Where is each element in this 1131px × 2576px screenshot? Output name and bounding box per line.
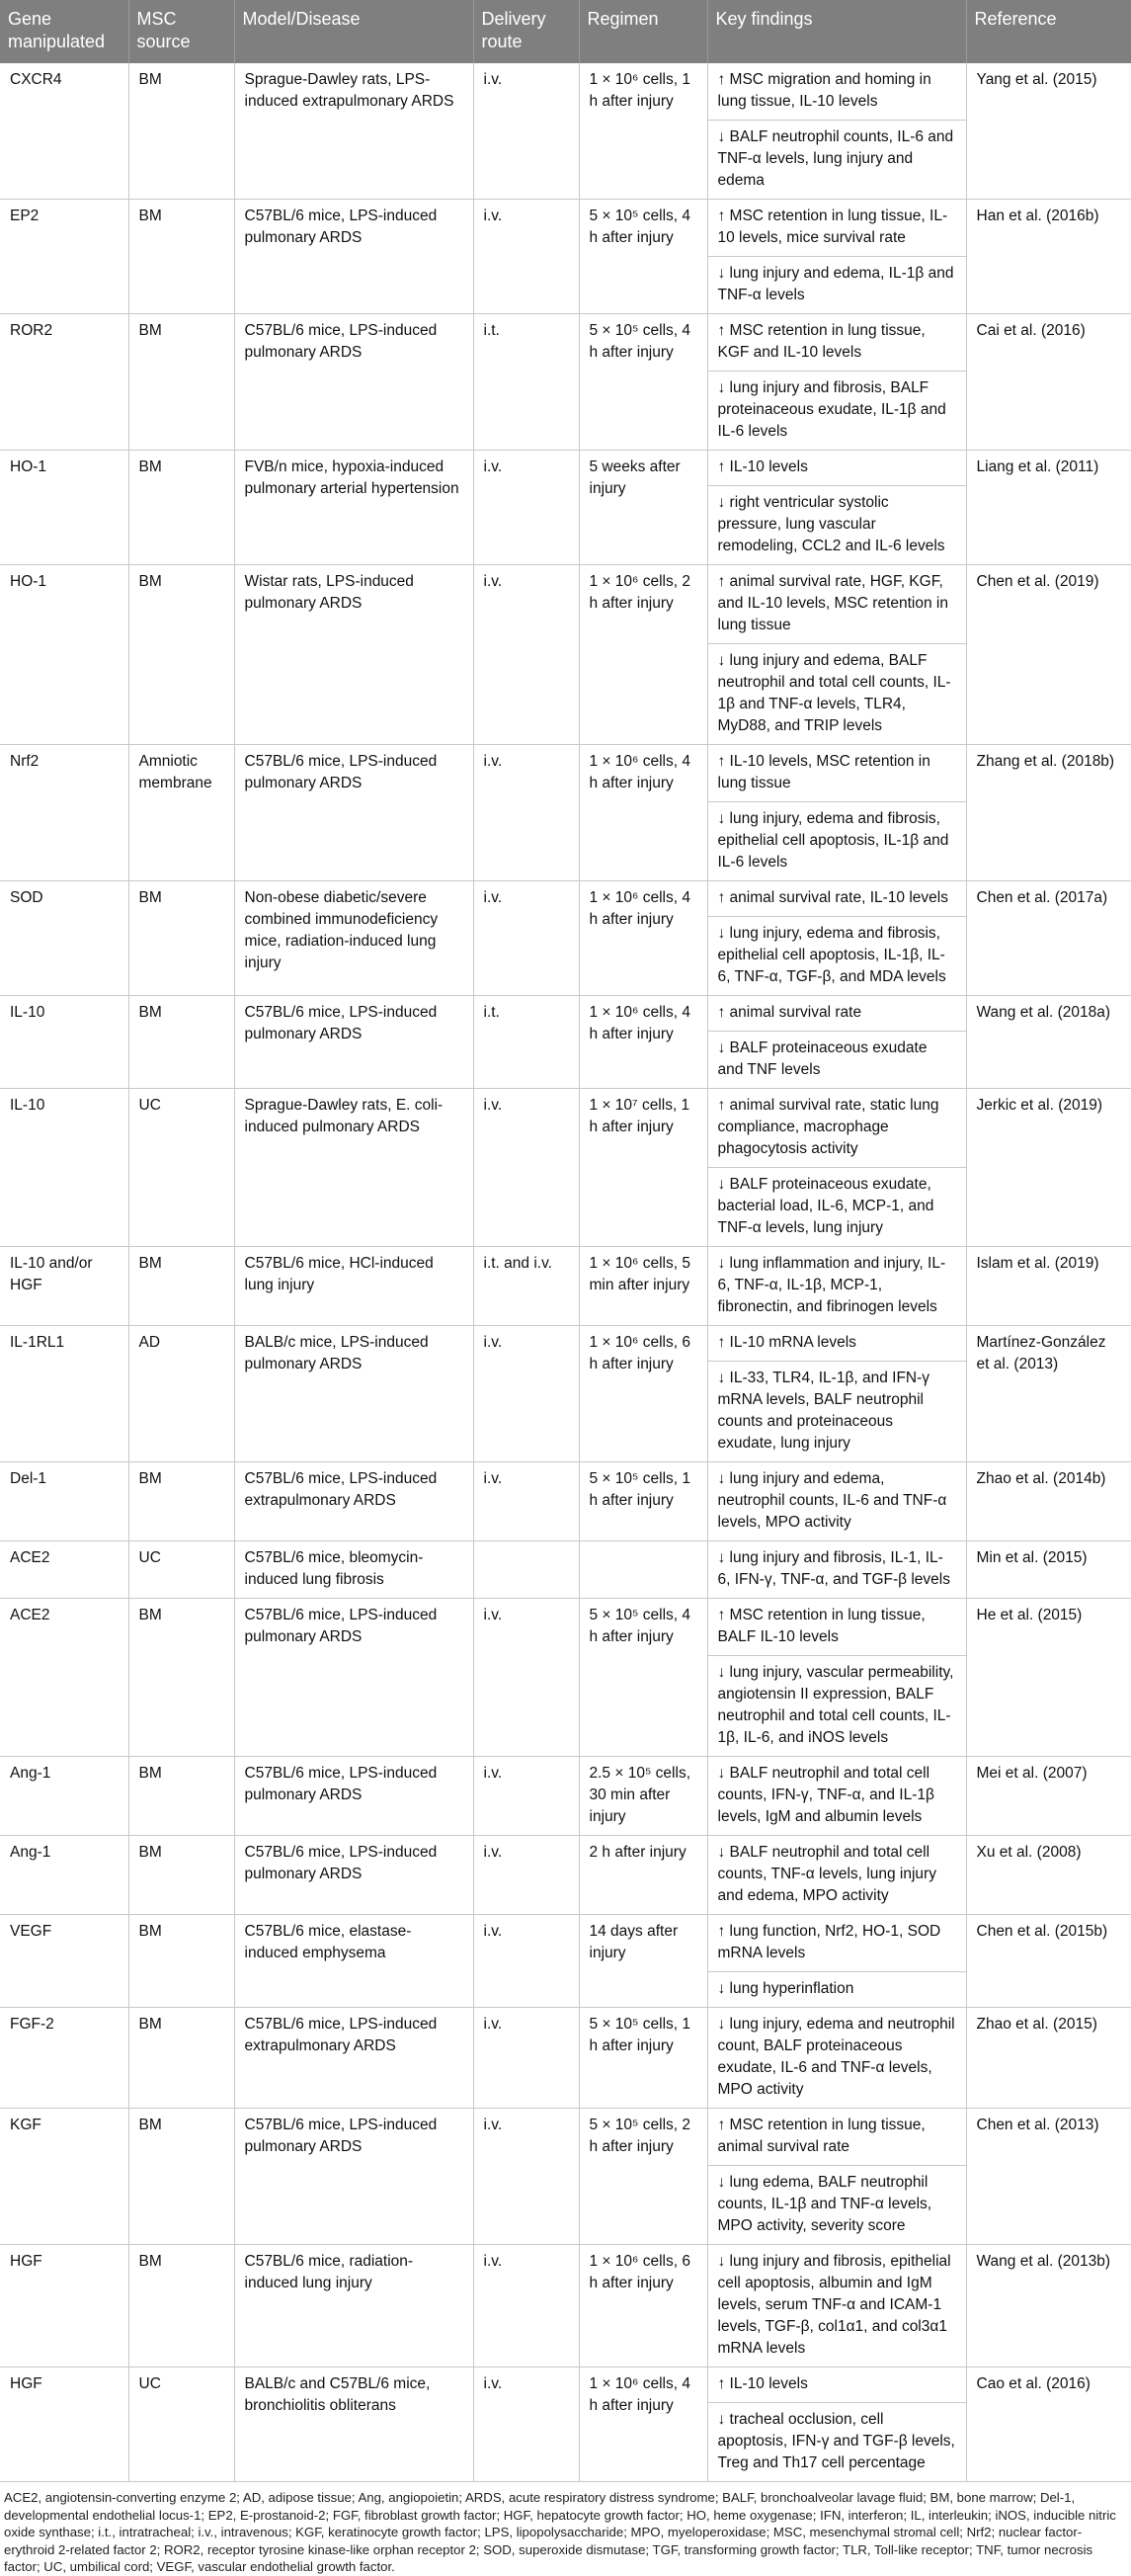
regimen-cell: 1 × 10⁶ cells, 6 h after injury	[579, 1326, 707, 1462]
reference-cell: Chen et al. (2017a)	[966, 881, 1131, 996]
reference-cell: Chen et al. (2019)	[966, 565, 1131, 745]
route-cell: i.v.	[473, 1757, 579, 1836]
route-cell: i.v.	[473, 1915, 579, 2008]
msc-source-cell: BM	[128, 1599, 234, 1757]
finding-item: ↑ MSC retention in lung tissue, KGF and IL-10 levels	[717, 322, 926, 361]
finding-item: ↑ animal survival rate, IL-10 levels	[717, 889, 948, 906]
header-msc-source: MSC source	[128, 0, 234, 63]
gene-cell: IL-10	[0, 1089, 128, 1247]
msc-source-cell: BM	[128, 1462, 234, 1541]
regimen-cell: 5 × 10⁵ cells, 4 h after injury	[579, 1599, 707, 1757]
route-cell: i.v.	[473, 200, 579, 314]
regimen-cell: 1 × 10⁶ cells, 2 h after injury	[579, 565, 707, 745]
reference-cell: Jerkic et al. (2019)	[966, 1089, 1131, 1247]
table-row	[0, 1326, 1131, 1462]
reference-cell: Liang et al. (2011)	[966, 451, 1131, 565]
findings-cell	[707, 1247, 966, 1326]
findings-cell	[707, 1915, 966, 2008]
regimen-cell: 5 × 10⁵ cells, 4 h after injury	[579, 200, 707, 314]
regimen-cell: 1 × 10⁶ cells, 6 h after injury	[579, 2245, 707, 2368]
model-cell: C57BL/6 mice, bleomycin-induced lung fibrosis	[234, 1541, 473, 1599]
findings-cell	[707, 745, 966, 881]
gene-cell: ACE2	[0, 1541, 128, 1599]
gene-cell: IL-1RL1	[0, 1326, 128, 1462]
gene-cell: KGF	[0, 2109, 128, 2245]
reference-cell: Xu et al. (2008)	[966, 1836, 1131, 1915]
msc-source-cell: BM	[128, 63, 234, 200]
reference-cell: Zhao et al. (2014b)	[966, 1462, 1131, 1541]
regimen-cell: 1 × 10⁶ cells, 4 h after injury	[579, 745, 707, 881]
gene-cell: VEGF	[0, 1915, 128, 2008]
regimen-cell: 5 × 10⁵ cells, 2 h after injury	[579, 2109, 707, 2245]
reference-cell: Zhang et al. (2018b)	[966, 745, 1131, 881]
regimen-cell: 1 × 10⁶ cells, 4 h after injury	[579, 2368, 707, 2482]
findings-cell	[707, 996, 966, 1089]
findings-cell	[707, 1836, 966, 1915]
finding-item: ↓ BALF proteinaceous exudate, bacterial load, IL-6, MCP-1, and TNF-α levels, lung injury	[708, 1167, 966, 1246]
regimen-cell: 5 × 10⁵ cells, 1 h after injury	[579, 2008, 707, 2109]
findings-cell	[707, 314, 966, 451]
model-cell: C57BL/6 mice, LPS-induced pulmonary ARDS	[234, 314, 473, 451]
model-cell: C57BL/6 mice, LPS-induced pulmonary ARDS	[234, 996, 473, 1089]
gene-cell: HO-1	[0, 565, 128, 745]
finding-item: ↑ MSC retention in lung tissue, animal survival rate	[717, 2117, 926, 2155]
gene-cell: Del-1	[0, 1462, 128, 1541]
header-gene: Gene manipulated	[0, 0, 128, 63]
findings-cell	[707, 881, 966, 996]
header-reference: Reference	[966, 0, 1131, 63]
table-row	[0, 2109, 1131, 2245]
model-cell: C57BL/6 mice, LPS-induced extrapulmonary ARDS	[234, 1462, 473, 1541]
finding-item: ↓ lung injury and fibrosis, epithelial cell apoptosis, albumin and IgM levels, serum TNF-α and ICAM-1 levels, TGF-β, col1α1, and col3α1 mRNA levels	[717, 2253, 951, 2357]
model-cell: Wistar rats, LPS-induced pulmonary ARDS	[234, 565, 473, 745]
msc-source-cell: UC	[128, 1089, 234, 1247]
findings-cell	[707, 2008, 966, 2109]
finding-item: ↑ IL-10 levels	[717, 2375, 808, 2392]
finding-item: ↓ lung injury and edema, IL-1β and TNF-α levels	[708, 256, 966, 313]
findings-cell	[707, 451, 966, 565]
regimen-cell	[579, 1541, 707, 1599]
regimen-cell: 2.5 × 10⁵ cells, 30 min after injury	[579, 1757, 707, 1836]
msc-source-cell: BM	[128, 314, 234, 451]
finding-item: ↓ BALF neutrophil and total cell counts, TNF-α levels, lung injury and edema, MPO activity	[717, 1844, 936, 1904]
finding-item: ↑ MSC retention in lung tissue, BALF IL-10 levels	[717, 1607, 926, 1645]
gene-cell: HO-1	[0, 451, 128, 565]
gene-cell: SOD	[0, 881, 128, 996]
regimen-cell: 1 × 10⁶ cells, 4 h after injury	[579, 996, 707, 1089]
finding-item: ↓ lung injury and fibrosis, IL-1, IL-6, IFN-γ, TNF-α, and TGF-β levels	[717, 1549, 950, 1588]
route-cell: i.v.	[473, 451, 579, 565]
table-row	[0, 881, 1131, 996]
table-row	[0, 1462, 1131, 1541]
model-cell: BALB/c and C57BL/6 mice, bronchiolitis obliterans	[234, 2368, 473, 2482]
gene-cell: FGF-2	[0, 2008, 128, 2109]
gene-cell: IL-10	[0, 996, 128, 1089]
msc-source-cell: BM	[128, 1836, 234, 1915]
reference-cell: Mei et al. (2007)	[966, 1757, 1131, 1836]
finding-item: ↑ IL-10 levels	[717, 458, 808, 475]
finding-item: ↑ animal survival rate, static lung compliance, macrophage phagocytosis activity	[717, 1097, 939, 1157]
route-cell: i.v.	[473, 63, 579, 200]
msc-source-cell: BM	[128, 1915, 234, 2008]
table-row	[0, 1757, 1131, 1836]
finding-item: ↓ lung injury and edema, neutrophil counts, IL-6 and TNF-α levels, MPO activity	[717, 1470, 947, 1531]
reference-cell: Cai et al. (2016)	[966, 314, 1131, 451]
table-row	[0, 1599, 1131, 1757]
model-cell: Sprague-Dawley rats, LPS-induced extrapulmonary ARDS	[234, 63, 473, 200]
msc-source-cell: UC	[128, 2368, 234, 2482]
msc-source-cell: BM	[128, 2109, 234, 2245]
route-cell: i.t. and i.v.	[473, 1247, 579, 1326]
findings-cell	[707, 2109, 966, 2245]
table-row	[0, 2245, 1131, 2368]
reference-cell: Martínez-González et al. (2013)	[966, 1326, 1131, 1462]
finding-item: ↓ lung hyperinflation	[708, 1971, 966, 2007]
msc-source-cell: BM	[128, 1247, 234, 1326]
model-cell: C57BL/6 mice, HCl-induced lung injury	[234, 1247, 473, 1326]
msc-source-cell: BM	[128, 2245, 234, 2368]
gene-cell: EP2	[0, 200, 128, 314]
regimen-cell: 1 × 10⁶ cells, 5 min after injury	[579, 1247, 707, 1326]
msc-source-cell: BM	[128, 451, 234, 565]
table-row	[0, 451, 1131, 565]
model-cell: C57BL/6 mice, LPS-induced pulmonary ARDS	[234, 2109, 473, 2245]
gene-cell: Ang-1	[0, 1836, 128, 1915]
msc-source-cell: BM	[128, 881, 234, 996]
msc-source-cell: BM	[128, 2008, 234, 2109]
table-row	[0, 2368, 1131, 2482]
route-cell: i.v.	[473, 881, 579, 996]
reference-cell: Min et al. (2015)	[966, 1541, 1131, 1599]
model-cell: Non-obese diabetic/severe combined immunodeficiency mice, radiation-induced lung injury	[234, 881, 473, 996]
table-row	[0, 314, 1131, 451]
table-row	[0, 1541, 1131, 1599]
model-cell: C57BL/6 mice, LPS-induced pulmonary ARDS	[234, 200, 473, 314]
table-row	[0, 1836, 1131, 1915]
regimen-cell: 2 h after injury	[579, 1836, 707, 1915]
table-row	[0, 1089, 1131, 1247]
finding-item: ↓ lung injury and edema, BALF neutrophil and total cell counts, IL-1β and TNF-α levels, TLR4, MyD88, and TRIP levels	[708, 643, 966, 744]
route-cell: i.v.	[473, 1089, 579, 1247]
gene-cell: ACE2	[0, 1599, 128, 1757]
finding-item: ↓ IL-33, TLR4, IL-1β, and IFN-γ mRNA levels, BALF neutrophil counts and proteinaceous exudate, lung injury	[708, 1361, 966, 1461]
table-row	[0, 745, 1131, 881]
model-cell: FVB/n mice, hypoxia-induced pulmonary arterial hypertension	[234, 451, 473, 565]
model-cell: C57BL/6 mice, radiation-induced lung injury	[234, 2245, 473, 2368]
finding-item: ↑ IL-10 mRNA levels	[717, 1334, 856, 1351]
finding-item: ↑ lung function, Nrf2, HO-1, SOD mRNA levels	[717, 1923, 941, 1961]
table-row	[0, 2008, 1131, 2109]
route-cell: i.t.	[473, 314, 579, 451]
gene-cell: HGF	[0, 2368, 128, 2482]
findings-cell	[707, 200, 966, 314]
reference-cell: Chen et al. (2015b)	[966, 1915, 1131, 2008]
model-cell: C57BL/6 mice, LPS-induced extrapulmonary ARDS	[234, 2008, 473, 2109]
reference-cell: Han et al. (2016b)	[966, 200, 1131, 314]
finding-item: ↓ lung injury and fibrosis, BALF proteinaceous exudate, IL-1β and IL-6 levels	[708, 371, 966, 450]
regimen-cell: 5 × 10⁵ cells, 4 h after injury	[579, 314, 707, 451]
reference-cell: Chen et al. (2013)	[966, 2109, 1131, 2245]
model-cell: C57BL/6 mice, LPS-induced pulmonary ARDS	[234, 1599, 473, 1757]
finding-item: ↑ IL-10 levels, MSC retention in lung tissue	[717, 753, 930, 791]
regimen-cell: 1 × 10⁶ cells, 4 h after injury	[579, 881, 707, 996]
reference-cell: He et al. (2015)	[966, 1599, 1131, 1757]
findings-cell	[707, 1089, 966, 1247]
msc-source-cell: BM	[128, 200, 234, 314]
table-row	[0, 63, 1131, 200]
finding-item: ↓ lung injury, edema and neutrophil count, BALF proteinaceous exudate, IL-6 and TNF-α levels, MPO activity	[717, 2016, 955, 2098]
msc-source-cell: UC	[128, 1541, 234, 1599]
reference-cell: Wang et al. (2018a)	[966, 996, 1131, 1089]
reference-cell: Yang et al. (2015)	[966, 63, 1131, 200]
msc-source-cell: BM	[128, 565, 234, 745]
reference-cell: Cao et al. (2016)	[966, 2368, 1131, 2482]
model-cell: C57BL/6 mice, LPS-induced pulmonary ARDS	[234, 1757, 473, 1836]
finding-item: ↓ lung edema, BALF neutrophil counts, IL-1β and TNF-α levels, MPO activity, severity score	[708, 2165, 966, 2244]
model-cell: C57BL/6 mice, LPS-induced pulmonary ARDS	[234, 745, 473, 881]
finding-item: ↓ BALF neutrophil and total cell counts, IFN-γ, TNF-α, and IL-1β levels, IgM and albumin levels	[717, 1765, 934, 1825]
regimen-cell: 5 weeks after injury	[579, 451, 707, 565]
gene-cell: ROR2	[0, 314, 128, 451]
table-row	[0, 1247, 1131, 1326]
gene-cell: CXCR4	[0, 63, 128, 200]
msc-source-cell: AD	[128, 1326, 234, 1462]
findings-cell	[707, 1326, 966, 1462]
model-cell: Sprague-Dawley rats, E. coli-induced pulmonary ARDS	[234, 1089, 473, 1247]
table-row	[0, 200, 1131, 314]
header-findings: Key findings	[707, 0, 966, 63]
table-footnote: ACE2, angiotensin-converting enzyme 2; AD, adipose tissue; Ang, angiopoietin; ARDS, acute respiratory distress syndrome; BALF, bronchoalveolar lavage fluid; BM, bone marrow; Del-1, developmental endothelial locus-1; EP2, E-prostanoid-2; FGF, fibroblast growth factor; HGF, hepatocyte growth factor; HO, heme oxygenase; IFN, interferon; IL, interleukin; iNOS, inducible nitric oxide synthase; i.t., intratracheal; i.v., intravenous; KGF, keratinocyte growth factor; LPS, lipopolysaccharide; MPO, myeloperoxidase; MSC, mesenchymal stromal cell; Nrf2; nuclear factor-erythroid 2-related factor 2; ROR2, receptor tyrosine kinase-like orphan receptor 2; SOD, superoxide dismutase; TGF, transforming growth factor; TLR, Toll-like receptor; TNF, tumor necrosis factor; UC, umbilical cord; VEGF, vascular endothelial growth factor.	[4, 2490, 1116, 2574]
findings-cell	[707, 1757, 966, 1836]
header-model: Model/Disease	[234, 0, 473, 63]
route-cell	[473, 1541, 579, 1599]
table-row	[0, 1915, 1131, 2008]
regimen-cell: 5 × 10⁵ cells, 1 h after injury	[579, 1462, 707, 1541]
findings-cell	[707, 565, 966, 745]
gene-cell: IL-10 and/or HGF	[0, 1247, 128, 1326]
table-body	[0, 63, 1131, 2482]
route-cell: i.v.	[473, 1326, 579, 1462]
regimen-cell: 1 × 10⁷ cells, 1 h after injury	[579, 1089, 707, 1247]
findings-cell	[707, 2368, 966, 2482]
table-row	[0, 565, 1131, 745]
findings-cell	[707, 1462, 966, 1541]
route-cell: i.v.	[473, 1599, 579, 1757]
finding-item: ↑ animal survival rate	[717, 1004, 862, 1021]
header-route: Delivery route	[473, 0, 579, 63]
route-cell: i.v.	[473, 1462, 579, 1541]
reference-cell: Islam et al. (2019)	[966, 1247, 1131, 1326]
regimen-cell: 1 × 10⁶ cells, 1 h after injury	[579, 63, 707, 200]
finding-item: ↓ right ventricular systolic pressure, lung vascular remodeling, CCL2 and IL-6 levels	[708, 485, 966, 564]
finding-item: ↓ lung injury, edema and fibrosis, epithelial cell apoptosis, IL-1β, IL-6, TNF-α, TGF-β, and MDA levels	[708, 916, 966, 995]
finding-item: ↓ BALF neutrophil counts, IL-6 and TNF-α levels, lung injury and edema	[708, 120, 966, 199]
route-cell: i.v.	[473, 1836, 579, 1915]
model-cell: C57BL/6 mice, LPS-induced pulmonary ARDS	[234, 1836, 473, 1915]
finding-item: ↓ tracheal occlusion, cell apoptosis, IFN-γ and TGF-β levels, Treg and Th17 cell percentage	[708, 2402, 966, 2481]
route-cell: i.v.	[473, 2245, 579, 2368]
route-cell: i.v.	[473, 565, 579, 745]
finding-item: ↑ MSC retention in lung tissue, IL-10 levels, mice survival rate	[717, 208, 948, 246]
model-cell: BALB/c mice, LPS-induced pulmonary ARDS	[234, 1326, 473, 1462]
gene-cell: Ang-1	[0, 1757, 128, 1836]
finding-item: ↓ lung injury, vascular permeability, angiotensin II expression, BALF neutrophil and total cell counts, IL-1β, IL-6, and iNOS levels	[708, 1655, 966, 1756]
route-cell: i.v.	[473, 745, 579, 881]
regimen-cell: 14 days after injury	[579, 1915, 707, 2008]
findings-cell	[707, 63, 966, 200]
msc-source-cell: BM	[128, 1757, 234, 1836]
model-cell: C57BL/6 mice, elastase-induced emphysema	[234, 1915, 473, 2008]
finding-item: ↑ MSC migration and homing in lung tissue, IL-10 levels	[717, 71, 931, 110]
finding-item: ↑ animal survival rate, HGF, KGF, and IL-10 levels, MSC retention in lung tissue	[717, 573, 948, 633]
gene-cell: HGF	[0, 2245, 128, 2368]
route-cell: i.v.	[473, 2008, 579, 2109]
header-regimen: Regimen	[579, 0, 707, 63]
route-cell: i.t.	[473, 996, 579, 1089]
msc-source-cell: BM	[128, 996, 234, 1089]
route-cell: i.v.	[473, 2109, 579, 2245]
table-row	[0, 996, 1131, 1089]
gene-cell: Nrf2	[0, 745, 128, 881]
finding-item: ↓ BALF proteinaceous exudate and TNF levels	[708, 1031, 966, 1088]
header-row	[0, 0, 1131, 63]
route-cell: i.v.	[473, 2368, 579, 2482]
reference-cell: Wang et al. (2013b)	[966, 2245, 1131, 2368]
msc-source-cell: Amniotic membrane	[128, 745, 234, 881]
findings-cell	[707, 1541, 966, 1599]
reference-cell: Zhao et al. (2015)	[966, 2008, 1131, 2109]
findings-cell	[707, 2245, 966, 2368]
finding-item: ↓ lung injury, edema and fibrosis, epithelial cell apoptosis, IL-1β and IL-6 levels	[708, 801, 966, 880]
table-header	[0, 0, 1131, 63]
findings-cell	[707, 1599, 966, 1757]
finding-item: ↓ lung inflammation and injury, IL-6, TNF-α, IL-1β, MCP-1, fibronectin, and fibrinogen levels	[717, 1255, 946, 1315]
